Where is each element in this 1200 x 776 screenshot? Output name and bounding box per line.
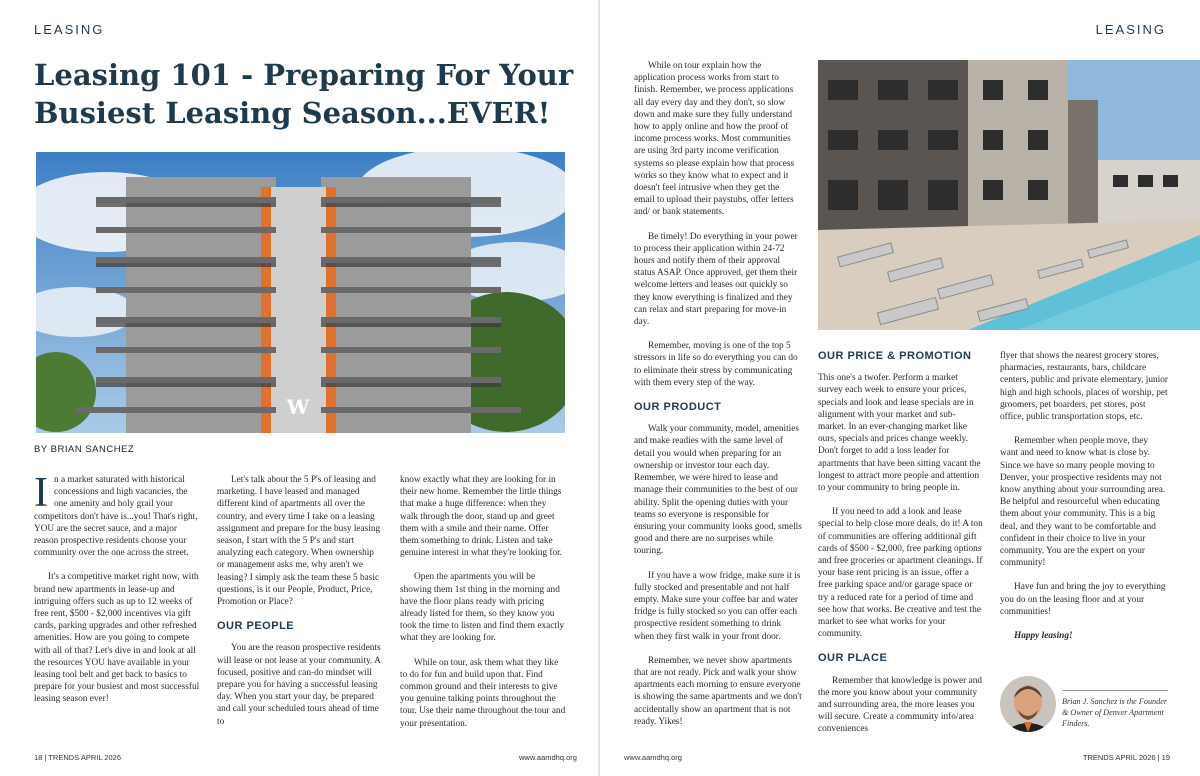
drop-cap: I (34, 470, 48, 516)
paragraph: Walk your community, model, amenities and make readies with the same level of detail you would when preparing for an ownership or investor tour each day. Remember, we were hired to lease and manage their communities to the best of our ability. Split the opening duties with your teams so everyone is responsible for ensuring your community looks good, smells good and there are no surprises while touring. (634, 424, 802, 557)
building-photo-illustration (36, 152, 565, 433)
paragraph: Let's talk about the 5 P's of leasing and marketing. I have leased and managed different kind of apartments all over the country, and every time I take on a leasing assignment and prepare for the busy leasing season, I start with the 5 P's and start analyzing each category. When ownership or management asks me, why aren't we leasing? I simply ask the team these 5 basic questions, is it our People, Product, Price, Promotion or Place? (217, 475, 381, 608)
building-logo: W (286, 395, 310, 419)
section-tag-left: LEASING (34, 22, 105, 37)
heading-our-place: OUR PLACE (818, 652, 888, 665)
building-photo (36, 152, 565, 433)
paragraph: You are the reason prospective residents will lease or not lease at your community. A focused, positive and can-do mindset will prepare you for having a successful leasing day. When you start your day, be prepared and call your scheduled tours ahead of time to (217, 643, 381, 727)
author-portrait-icon (1000, 676, 1056, 732)
paragraph: It's a competitive market right now, with brand new apartments in lease-up and intriguing offers such as up to 12 weeks of free rent, $500 - $2,000 incentives via gift cards, parking upgrades and other refreshed amenities. How are you going to compete with all of that? Let's dive in and look at all the resources YOU have available in your leasing tool belt and get back to basics to prepare for your busiest and most successful leasing season ever! (34, 572, 200, 705)
pool-photo-illustration (818, 60, 1200, 330)
paragraph: Be timely! Do everything in your power to process their application within 24-72 hours and notify them of their approval status ASAP. Once approved, get them their welcome letters and leases out quickly so they know everything is finalized and they can relax and start preparing for move-in day. (634, 231, 798, 328)
paragraph: If you have a wow fridge, make sure it is fully stocked and presentable and not half empty. Make sure your coffee bar and water fridge is fully stocked so you can offer each prospective resident something to drink when they first walk in your front door. (634, 570, 801, 642)
right-column-2 (818, 350, 983, 748)
paragraph: While on tour, ask them what they like to do for fun and build upon that. Find common ground and their interests to give you genuine talking points throughout the tour. Use their name throughout the tour and your presentation. (400, 657, 566, 729)
paragraph: Have fun and bring the joy to everything you do on the leasing floor and at your communities! (1000, 582, 1166, 617)
paragraph: flyer that shows the nearest grocery stores, pharmacies, restaurants, bars, childcare centers, public and private elementary, junior high and high schools, places of worship, pet groomers, pet boarders, pet stores, post office, public transportation stops, etc. (1000, 351, 1168, 423)
heading-our-product: OUR PRODUCT (634, 401, 722, 414)
paragraph: Open the apartments you will be showing them 1st thing in the morning and have the floor plans ready with pricing already listed for them, so they know you took the time to listen and find them exactly what they are looking for. (400, 572, 565, 644)
intro-paragraph: In a market saturated with historical concessions and high vacancies, the one amenity and holy grail your competitors don't have is...you! That's right, YOU are the secret sauce, and a major reason prospective residents choose your community over the one across the street. (34, 470, 198, 559)
byline: BY BRIAN SANCHEZ (34, 444, 135, 455)
article-headline: Leasing 101 - Preparing For Your Busiest Leasing Season...EVER! (34, 58, 574, 130)
paragraph: Remember when people move, they want and need to know what is close by. Since we have so many people moving to Denver, your prospective residents may not know anything about your surrounding area. Be helpful and resourceful when educating them about your community. This is a big deal, and they want to be comfortable and confident in their choice to live in your community. You are the expert on your community! (1000, 436, 1166, 569)
avatar (1000, 676, 1056, 732)
paragraph: This one's a twofer. Perform a market survey each week to ensure your prices, specials and look and lease specials are in alignment with your market and sub-market. In an ever-changing market like ours, specials and prices change weekly. Don't forget to add a loss leader for apartments that have been sitting vacant the longest to attract more people and attention to your community to bring people in. (818, 373, 981, 494)
author-divider (1062, 690, 1168, 691)
section-tag-right: LEASING (1095, 22, 1166, 37)
footer-url-right[interactable]: www.aamdhq.org (624, 753, 682, 762)
footer-page-number-right: TRENDS APRIL 2026 | 19 (1082, 753, 1170, 762)
left-column-3 (400, 474, 566, 742)
pool-photo (818, 60, 1200, 330)
author-box (1000, 676, 1170, 734)
paragraph: know exactly what they are looking for in their new home. Remember the little things that make a huge difference: when they walk through the door, stand up and greet them with a smile and their name. Offer them something to drink. Listen and take genuine interest in what they're looking for. (400, 475, 563, 559)
left-column-2 (217, 474, 383, 740)
signoff: Happy leasing! (1014, 631, 1073, 642)
paragraph: Remember that knowledge is power and the more you know about your community and surrounding area, the more leases you will secure. Create a community info/area conveniences (818, 675, 982, 735)
right-column-3 (1000, 350, 1168, 654)
paragraph: While on tour explain how the application process works from start to finish. Remember, we process applications all day every day and they don't, so slow down and make sure they fully understand how to apply online and how the proof of income process works. Most communities are using 3rd party income verification systems so please explain how that process works so they know what to expect and it doesn't feel intrusive when they get the email to upload their paystubs, offer letters and/ or bank statements. (634, 61, 795, 218)
heading-price-promotion: OUR PRICE & PROMOTION (818, 350, 972, 362)
paragraph: Remember, moving is one of the top 5 stressors in life so do everything you can do to eliminate their stress by communicating with them every step of the way. (634, 341, 798, 388)
right-column-1 (634, 60, 802, 740)
heading-our-people: OUR PEOPLE (217, 620, 295, 633)
right-page (600, 0, 1200, 776)
paragraph: If you need to add a look and lease special to help close more deals, do it! A ton of communities are offering additional gift cards of $500 - $2,000, free parking options and free groceries or apartment cleanings. If your base rent pricing is an issue, offer a free parking space and/or garage space or try a reduced rate for a period of time and see how that works. Be creative and test the market to see what works for your community. (818, 507, 983, 640)
footer-url-left[interactable]: www.aamdhq.org (519, 753, 577, 762)
left-column-1 (34, 470, 202, 718)
paragraph: Remember, we never show apartments that are not ready. Pick and walk your show apartments each morning to ensure everyone is showing the same apartments and we don't accidentally show an apartment that is not ready. Yikes! (634, 655, 802, 727)
author-bio: Brian J. Sanchez is the Founder & Owner of Denver Apartment Finders. (1062, 697, 1168, 728)
footer-page-number-left: 18 | TRENDS APRIL 2026 (34, 753, 121, 762)
